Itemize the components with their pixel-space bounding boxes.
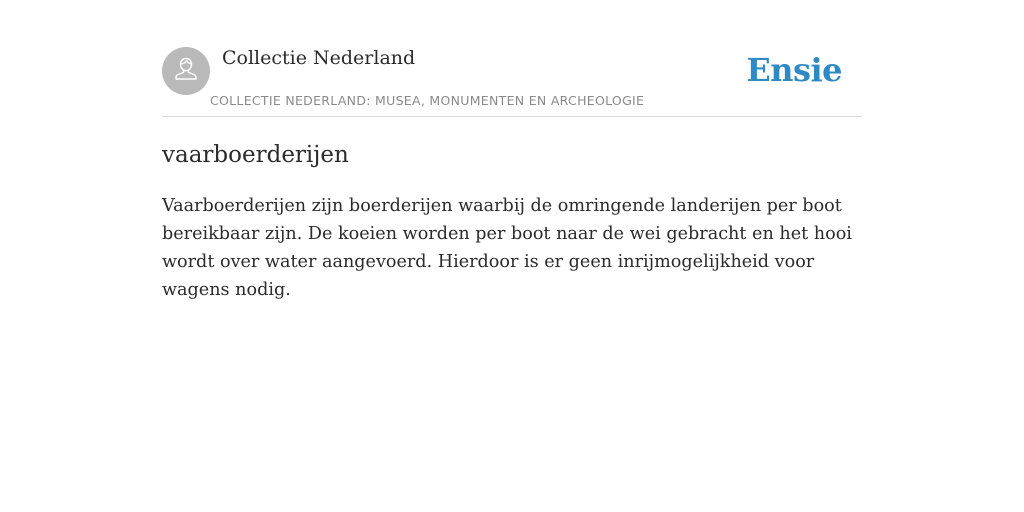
collection-subtitle[interactable]: COLLECTIE NEDERLAND: MUSEA, MONUMENTEN EN ARCHEOLOGIE bbox=[210, 93, 645, 108]
entry-body: Vaarboerderijen zijn boerderijen waarbij de omringende landerijen per boot bereikbaar zijn. De koeien worden per boot naar de wei gebracht en het hooi wordt over water aangevoerd. Hierdoor is er geen inrijmogelijkheid voor wagens nodig. bbox=[162, 196, 852, 300]
user-icon bbox=[172, 55, 200, 88]
ensie-logo[interactable]: Ensie bbox=[746, 51, 842, 89]
author-name[interactable]: Collectie Nederland bbox=[222, 47, 416, 69]
entry-title: vaarboerderijen bbox=[162, 142, 349, 168]
entry-header bbox=[162, 40, 862, 117]
avatar[interactable] bbox=[162, 47, 210, 95]
